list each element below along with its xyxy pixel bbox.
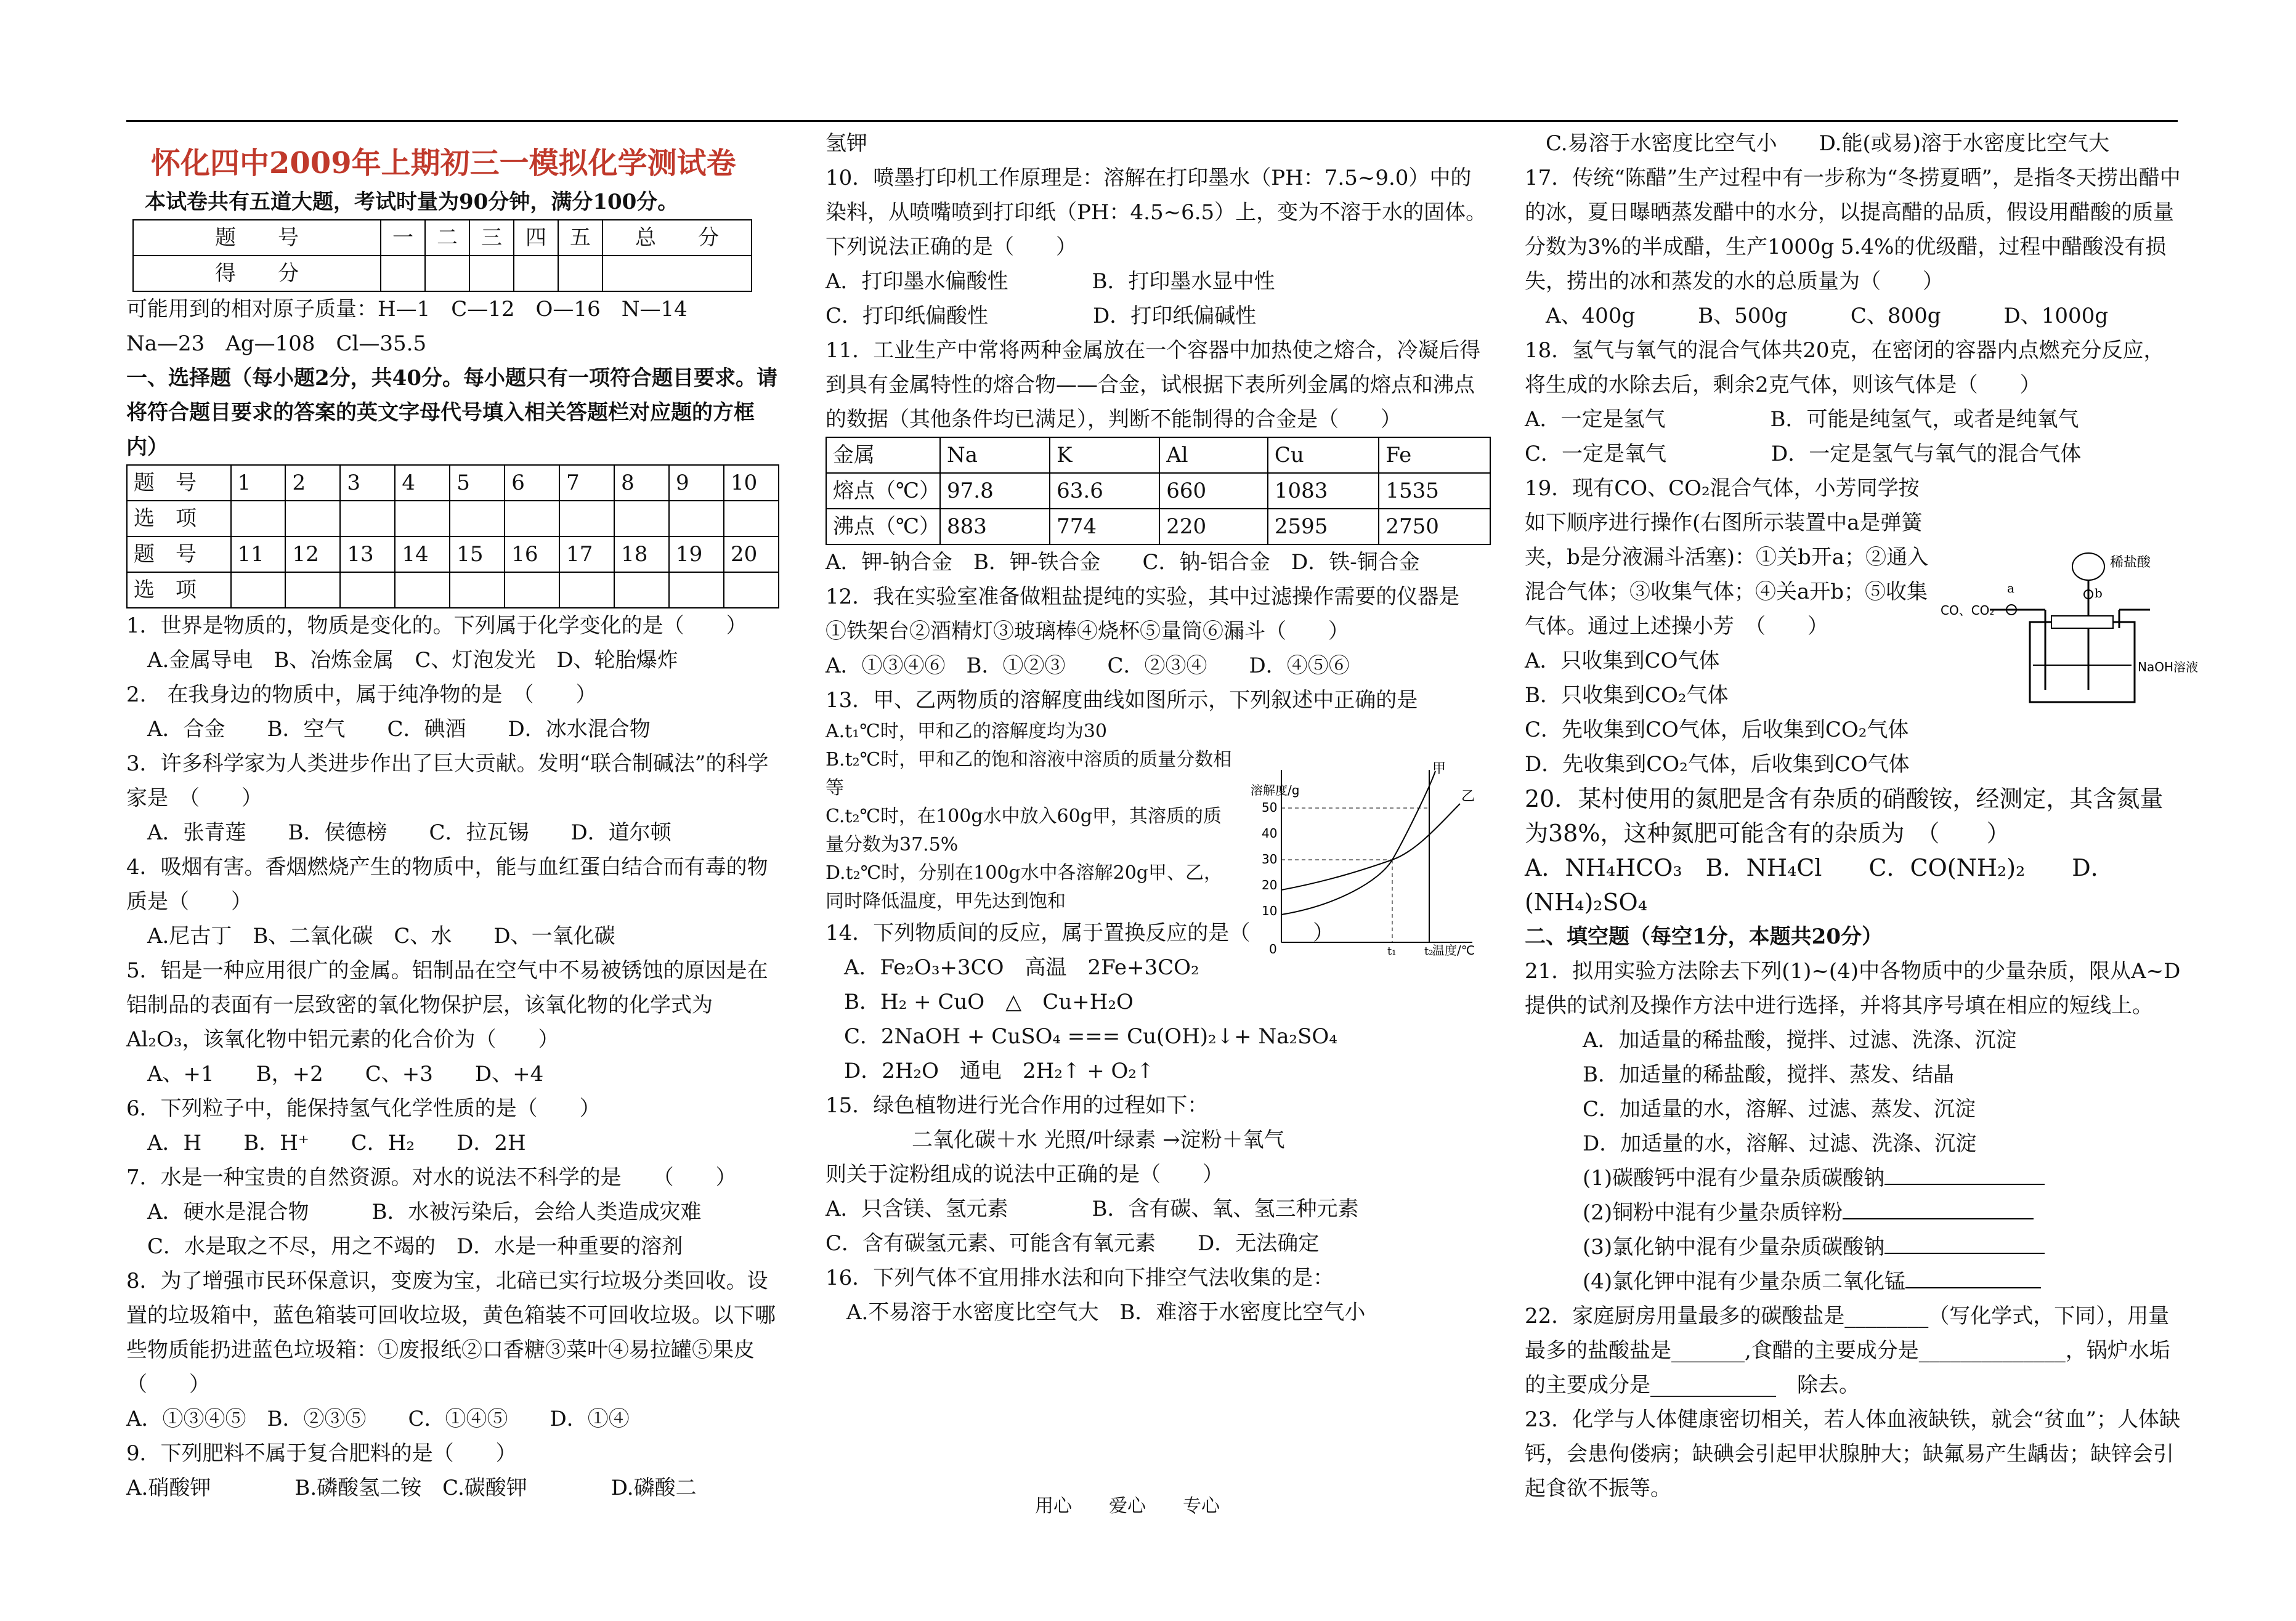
question-line: B.t₂℃时，甲和乙的饱和溶液中溶质的质量分数相等 <box>826 749 1232 799</box>
question-line: A．只收集到CO气体 <box>1525 649 1720 673</box>
score-cell[interactable] <box>425 256 469 291</box>
section-2-heading: 二、填空题（每空1分，本题共20分） <box>1525 924 1883 949</box>
question-line: 20．某村使用的氮肥是含有杂质的硝酸铵，经测定，其含氮量为38%，这种氮肥可能含有的杂质为 （ ） <box>1525 785 2164 847</box>
question-line: A．硬水是混合物 B．水被污染后，会给人类造成灾难 <box>126 1200 702 1224</box>
question-line: C．打印纸偏酸性 D．打印纸偏碱性 <box>826 304 1257 328</box>
answer-cell[interactable] <box>395 572 450 608</box>
score-label: 得 分 <box>133 256 381 291</box>
question-line: A.金属导电 B、冶炼金属 C、灯泡发光 D、轮胎爆炸 <box>126 648 678 673</box>
answer-blank[interactable] <box>1884 1253 2045 1254</box>
q-num: 4 <box>395 465 450 501</box>
answer-q-label: 题 号 <box>127 465 231 501</box>
answer-a-label: 选 项 <box>127 572 231 608</box>
answer-cell[interactable] <box>340 501 395 536</box>
question-line: B．只收集到CO₂气体 <box>1525 683 1729 708</box>
y-label: 溶解度/g <box>1251 783 1300 798</box>
metal-table <box>826 437 1491 545</box>
tick-label: 50 <box>1262 800 1278 815</box>
answer-cell[interactable] <box>285 572 340 608</box>
question-line: B．加适量的稀盐酸，搅拌、蒸发、结晶 <box>1562 1062 1954 1087</box>
score-cell[interactable] <box>558 256 602 291</box>
question-line: A．加适量的稀盐酸，搅拌、过滤、洗涤、沉淀 <box>1562 1028 2017 1053</box>
q-num: 6 <box>505 465 559 501</box>
q-num: 18 <box>614 536 669 572</box>
metal-cell: Na <box>940 437 1050 473</box>
score-col: 二 <box>425 220 469 256</box>
question-line: A．①③④⑥ B．①②③ C．②③④ D．④⑤⑥ <box>826 653 1350 678</box>
apparatus-diagram <box>1941 548 2198 708</box>
q-num: 17 <box>559 536 614 572</box>
column-middle <box>826 126 1491 1330</box>
question-line: A.尼古丁 B、二氧化碳 C、水 D、一氧化碳 <box>126 924 615 948</box>
item-label: (2)铜粉中混有少量杂质锌粉 <box>1562 1200 1843 1225</box>
question-line: C.易溶于水密度比空气小 D.能(或易)溶于水密度比空气大 <box>1525 131 2109 156</box>
question-line: A.不易溶于水密度比空气大 B．难溶于水密度比空气小 <box>826 1300 1366 1325</box>
answer-blank[interactable] <box>1884 1184 2045 1185</box>
q-num: 1 <box>231 465 286 501</box>
question-line: C．加适量的水，溶解、过滤、蒸发、沉淀 <box>1562 1097 1976 1122</box>
naoh-label: NaOH溶液 <box>2138 660 2198 674</box>
metal-cell: 沸点（℃） <box>826 509 940 544</box>
answer-cell[interactable] <box>505 572 559 608</box>
question-line: C．含有碳氢元素、可能含有氧元素 D．无法确定 <box>826 1231 1320 1256</box>
answer-table <box>126 464 779 608</box>
answer-q-label: 题 号 <box>127 536 231 572</box>
metal-cell: 熔点（℃） <box>826 473 940 509</box>
question-line: 13．甲、乙两物质的溶解度曲线如图所示，下列叙述中正确的是 <box>826 688 1418 713</box>
acid-label: 稀盐酸 <box>2110 555 2151 570</box>
t2-label: t₂ <box>1424 945 1434 958</box>
question-line: 14．下列物质间的反应，属于置换反应的是（ ） <box>826 921 1334 945</box>
question-line: 7．水是一种宝贵的自然资源。对水的说法不科学的是 （ ） <box>126 1165 737 1190</box>
question-line: 则关于淀粉组成的说法中正确的是（ ） <box>826 1162 1223 1187</box>
question-line: A、400g B、500g C、800g D、1000g <box>1525 304 2109 328</box>
q-num: 8 <box>614 465 669 501</box>
metal-cell: 金属 <box>826 437 940 473</box>
question-line: D.t₂℃时，分别在100g水中各溶解20g甲、乙，同时降低温度，甲先达到饱和 <box>826 862 1223 912</box>
question-line: A.t₁℃时，甲和乙的溶解度均为30 <box>826 721 1108 742</box>
question-line: B．H₂ + CuO △ Cu+H₂O <box>844 990 1134 1014</box>
question-line: 8．为了增强市民环保意识，变废为宝，北碚已实行垃圾分类回收。设置的垃圾箱中，蓝色箱装可回收垃圾，黄色箱装不可回收垃圾。以下哪些物质能扔进蓝色垃圾箱：①废报纸②口香糖③菜叶④易拉罐⑤果皮 （ ） <box>126 1269 776 1397</box>
question-line: 12．我在实验室准备做粗盐提纯的实验，其中过滤操作需要的仪器是 ①铁架台②酒精灯③玻璃棒④烧杯⑤量筒⑥漏斗（ ） <box>826 584 1481 644</box>
funnel-bulb <box>2072 553 2104 580</box>
footer: 用心 爱心 专心 <box>1035 1495 1220 1517</box>
column-right <box>1525 126 2184 1506</box>
question-line: 5．铝是一种应用很广的金属。铝制品在空气中不易被锈蚀的原因是在铝制品的表面有一层致密的氧化物保护层，该氧化物的化学式为Al₂O₃，该氧化物中铝元素的化合价为（ ） <box>126 958 768 1052</box>
question-line: C.t₂℃时，在100g水中放入60g甲，其溶质的质量分数为37.5% <box>826 806 1222 855</box>
metal-cell: Fe <box>1379 437 1490 473</box>
metal-cell: 883 <box>940 509 1050 544</box>
question-line: 21．拟用实验方法除去下列(1)~(4)中各物质中的少量杂质，限从A~D提供的试剂及操作方法中进行选择，并将其序号填在相应的短线上。 <box>1525 959 2181 1018</box>
clamp-a-label: a <box>2007 581 2014 596</box>
q-num: 11 <box>231 536 286 572</box>
question-line: C．一定是氧气 D．一定是氢气与氧气的混合气体 <box>1525 442 2082 466</box>
question-line: C．2NaOH + CuSO₄ === Cu(OH)₂↓+ Na₂SO₄ <box>844 1024 1337 1049</box>
photosynthesis-equation: 二氧化碳＋水 光照/叶绿素 →淀粉＋氧气 <box>912 1128 1285 1152</box>
answer-cell[interactable] <box>724 501 779 536</box>
q-num: 9 <box>669 465 724 501</box>
answer-cell[interactable] <box>395 501 450 536</box>
q13-options <box>826 718 1232 916</box>
section-1-heading: 一、选择题（每小题2分，共40分。每小题只有一项符合题目要求。请将符合题目要求的答案的英文字母代号填入相关答题栏对应题的方框内） <box>126 366 777 459</box>
question-line: 氢钾 <box>826 131 867 156</box>
question-line: 2. 在我身边的物质中，属于纯净物的是 （ ） <box>126 682 597 707</box>
q-num: 7 <box>559 465 614 501</box>
answer-cell[interactable] <box>450 572 505 608</box>
answer-cell[interactable] <box>614 501 669 536</box>
score-table <box>132 219 752 292</box>
answer-blank[interactable] <box>1843 1218 2034 1219</box>
curve-label-jia: 甲 <box>1432 761 1446 777</box>
question-line: 18．氢气与氧气的混合气体共20克，在密闭的容器内点燃充分反应，将生成的水除去后，剩余2克气体，则该气体是（ ） <box>1525 338 2165 397</box>
q-num: 12 <box>285 536 340 572</box>
question-line: A．①③④⑤ B．②③⑤ C．①④⑤ D．①④ <box>126 1407 630 1431</box>
answer-cell[interactable] <box>669 572 724 608</box>
curve-jia <box>1281 771 1435 915</box>
item-label: (4)氯化钾中混有少量杂质二氧化锰 <box>1562 1269 1906 1294</box>
metal-cell: 1083 <box>1268 473 1379 509</box>
q-num: 15 <box>450 536 505 572</box>
metal-cell: 660 <box>1159 473 1268 509</box>
q-num: 16 <box>505 536 559 572</box>
question-line: A．钾-钠合金 B．钾-铁合金 C．钠-铝合金 D．铁-铜合金 <box>826 550 1420 575</box>
question-line: 6．下列粒子中，能保持氢气化学性质的是（ ） <box>126 1096 601 1121</box>
question-line: 3．许多科学家为人类进步作出了巨大贡献。发明“联合制碱法”的科学家是 （ ） <box>126 751 769 810</box>
origin-label: 0 <box>1269 942 1277 956</box>
question-line: A．合金 B．空气 C．碘酒 D．冰水混合物 <box>126 717 651 742</box>
tick-label: 30 <box>1262 852 1278 867</box>
metal-cell: Al <box>1159 437 1268 473</box>
tick-label: 40 <box>1262 826 1278 841</box>
score-cell[interactable] <box>469 256 514 291</box>
item-label: (3)氯化钠中混有少量杂质碳酸钠 <box>1562 1235 1885 1259</box>
metal-cell: 97.8 <box>940 473 1050 509</box>
score-col: 一 <box>381 220 425 256</box>
question-line: A．打印墨水偏酸性 B．打印墨水显中性 <box>826 269 1275 294</box>
question-line: D．加适量的水，溶解、过滤、洗涤、沉淀 <box>1562 1131 1977 1156</box>
q-num: 19 <box>669 536 724 572</box>
score-cell[interactable] <box>514 256 558 291</box>
tick-label: 10 <box>1262 903 1278 918</box>
blank-line <box>1525 1161 2184 1195</box>
answer-cell[interactable] <box>231 501 286 536</box>
question-line: 1．世界是物质的，物质是变化的。下列属于化学变化的是（ ） <box>126 613 747 638</box>
metal-cell: 2595 <box>1268 509 1379 544</box>
answer-cell[interactable] <box>559 501 614 536</box>
question-line: C．先收集到CO气体，后收集到CO₂气体 <box>1525 718 1909 742</box>
item-label: (1)碳酸钙中混有少量杂质碳酸钠 <box>1562 1166 1885 1190</box>
score-col: 四 <box>514 220 558 256</box>
question-line: 17．传统“陈醋”生产过程中有一步称为“冬捞夏晒”，是指冬天捞出醋中的冰，夏日曝晒蒸发醋中的水分，以提高醋的品质，假设用醋酸的质量分数为3%的半成醋，生产1000g 5.4%的优级醋，过程中醋酸没有损失，捞出的冰和蒸发的水的总质量为（ ） <box>1525 166 2181 294</box>
metal-cell: Cu <box>1268 437 1379 473</box>
column-left <box>126 117 779 1505</box>
question-line: C．水是取之不尽，用之不竭的 D．水是一种重要的溶剂 <box>126 1234 683 1259</box>
answer-cell[interactable] <box>559 572 614 608</box>
gas-label: CO、CO₂ <box>1941 603 1995 618</box>
question-line: 16．下列气体不宜用排水法和向下排空气法收集的是： <box>826 1266 1334 1290</box>
answer-cell[interactable] <box>614 572 669 608</box>
masses-1: 可能用到的相对原子质量：H—1 C—12 O—16 N—14 <box>126 297 688 321</box>
question-line: 9．下列肥料不属于复合肥料的是（ ） <box>126 1441 517 1466</box>
question-line: 4．吸烟有害。香烟燃烧产生的物质中，能与血红蛋白结合而有毒的物质是（ ） <box>126 855 768 914</box>
question-line: 19．现有CO、CO₂混合气体，小芳同学按如下顺序进行操作(右图所示装置中a是弹簧夹，b是分液漏斗活塞)：①关b开a；②通入混合气体；③收集气体；④关a开b；⑤收集气体。通过上述操小芳 （ ） <box>1525 476 1929 639</box>
stopper <box>2051 616 2113 628</box>
blank-line <box>1525 1230 2184 1264</box>
answer-cell[interactable] <box>340 572 395 608</box>
question-line: A、+1 B，+2 C、+3 D、+4 <box>126 1062 544 1086</box>
metal-cell: K <box>1050 437 1159 473</box>
answer-cell[interactable] <box>450 501 505 536</box>
answer-cell[interactable] <box>505 501 559 536</box>
score-col: 五 <box>558 220 602 256</box>
question-line: D．2H₂O 通电 2H₂↑ + O₂↑ <box>844 1059 1154 1083</box>
answer-blank[interactable] <box>1905 1287 2041 1288</box>
question-line: A．H B．H⁺ C．H₂ D．2H <box>126 1131 526 1155</box>
question-line: A．NH₄HCO₃ B．NH₄Cl C．CO(NH₂)₂ D．(NH₄)₂SO₄ <box>1525 854 2114 916</box>
score-col: 总 分 <box>602 220 752 256</box>
question-line: A.硝酸钾 B.磷酸氢二铵 C.碳酸钾 D.磷酸二 <box>126 1476 697 1500</box>
curve-label-yi: 乙 <box>1461 789 1475 804</box>
answer-cell[interactable] <box>285 501 340 536</box>
curve-yi <box>1281 804 1460 890</box>
answer-cell[interactable] <box>669 501 724 536</box>
question-line: D．先收集到CO₂气体，后收集到CO气体 <box>1525 752 1910 777</box>
score-cell[interactable] <box>602 256 752 291</box>
score-col: 三 <box>469 220 514 256</box>
q-num: 10 <box>724 465 779 501</box>
metal-cell: 220 <box>1159 509 1268 544</box>
q-num: 3 <box>340 465 395 501</box>
metal-cell: 774 <box>1050 509 1159 544</box>
question-line: A．张青莲 B．侯德榜 C．拉瓦锡 D．道尔顿 <box>126 820 671 845</box>
question-line: A．只含镁、氢元素 B．含有碳、氧、氢三种元素 <box>826 1197 1359 1221</box>
q-num: 2 <box>285 465 340 501</box>
metal-cell: 63.6 <box>1050 473 1159 509</box>
answer-cell[interactable] <box>231 572 286 608</box>
question-line: 15．绿色植物进行光合作用的过程如下： <box>826 1093 1209 1118</box>
answer-cell[interactable] <box>724 572 779 608</box>
blank-line <box>1525 1264 2184 1299</box>
question-line: 23．化学与人体健康密切相关，若人体血液缺铁，就会“贫血”；人体缺钙，会患佝偻病；缺碘会引起甲状腺肿大；缺氟易产生龋齿；缺锌会引起食欲不振等。 <box>1525 1407 2181 1501</box>
question-line: 22．家庭厨房用量最多的碳酸盐是________（写化学式，下同），用量最多的盐酸盐是_______,食醋的主要成分是______________，锅炉水垢的主要成分是____________ 除去。 <box>1525 1304 2170 1397</box>
t1-label: t₁ <box>1387 945 1397 958</box>
q-num: 14 <box>395 536 450 572</box>
metal-cell: 2750 <box>1379 509 1490 544</box>
blank-line <box>1525 1195 2184 1230</box>
x-label: 温度/℃ <box>1432 943 1475 958</box>
questions-1-9 <box>126 608 779 1505</box>
answer-a-label: 选 项 <box>127 501 231 536</box>
q19-text <box>1525 471 1931 644</box>
score-cell[interactable] <box>381 256 425 291</box>
tick-label: 20 <box>1262 878 1278 892</box>
solubility-chart <box>1244 758 1485 961</box>
metal-cell: 1535 <box>1379 473 1490 509</box>
question-line: 10．喷墨打印机工作原理是：溶解在打印墨水（PH：7.5~9.0）中的染料，从喷嘴喷到打印纸（PH：4.5~6.5）上，变为不溶于水的固体。下列说法正确的是（ ） <box>826 166 1487 259</box>
question-line: A．Fe₂O₃+3CO 高温 2Fe+3CO₂ <box>844 955 1199 980</box>
q-num: 5 <box>450 465 505 501</box>
question-line: A．一定是氢气 B．可能是纯氢气，或者是纯氧气 <box>1525 407 2079 432</box>
intro: 本试卷共有五道大题，考试时量为90分钟，满分100分。 <box>145 190 679 214</box>
score-head: 题 号 <box>133 220 381 256</box>
page-title: 怀化四中2009年上期初三一模拟化学测试卷 <box>151 146 736 180</box>
q-num: 13 <box>340 536 395 572</box>
masses-2: Na—23 Ag—108 Cl—35.5 <box>126 331 427 356</box>
question-line: 11．工业生产中常将两种金属放在一个容器中加热使之熔合，冷凝后得到具有金属特性的熔合物——合金，试根据下表所列金属的熔点和沸点的数据（其他条件均已满足），判断不能制得的合金是（ ） <box>826 338 1481 432</box>
stopcock-b-label: b <box>2095 586 2103 600</box>
q-num: 20 <box>724 536 779 572</box>
